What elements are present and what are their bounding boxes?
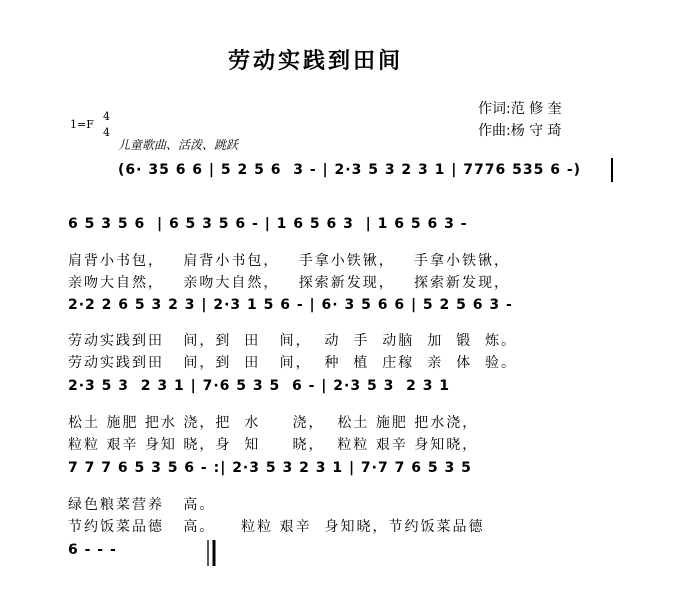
lyric-row-2-verse-2: 亲吻大自然， 亲吻大自然， 探索新发现， 探索新发现， xyxy=(68,275,511,291)
lyric-row-5-verse-2: 节约饭菜品德 高。 粒粒 艰辛 身知晓，节约饭菜品德 xyxy=(68,519,485,535)
lyric-row-4-verse-1: 松土 施肥 把水 浇，把 水 浇， 松土 施肥 把水浇， xyxy=(68,415,479,431)
style-note: 儿童歌曲、活泼、跳跃 xyxy=(118,138,239,152)
lyric-row-3-verse-1: 劳动实践到田 间，到 田 间， 动 手 动脑 加 锻 炼。 xyxy=(68,333,518,349)
notation-row-6: 6 - - - xyxy=(68,542,117,558)
composer-credit: 作曲:杨 守 琦 xyxy=(478,123,562,139)
lyric-row-4-verse-2: 粒粒 艰辛 身知 晓，身 知 晓， 粒粒 艰辛 身知晓， xyxy=(68,437,479,453)
notation-row-5: 7 7 7 6 5 3 5 6 - :| 2·3 5 3 2 3 1 | 7·7 7 6 5 3 5 xyxy=(68,460,472,476)
lyric-row-2-verse-1: 肩背小书包， 肩背小书包， 手拿小铁锹， 手拿小铁锹， xyxy=(68,253,511,269)
lyric-row-5-verse-1: 绿色粮菜营养 高。 xyxy=(68,497,216,513)
notation-row-4: 2·3 5 3 2 3 1 | 7·6 5 3 5 6 - | 2·3 5 3 2 3 1 xyxy=(68,378,451,394)
notation-row-2: 6 5 3 5 6 | 6 5 3 5 6 - | 1 6 5 6 3 | 1 6 5 6 3 - xyxy=(68,216,468,232)
time-signature-numerator: 4 xyxy=(103,110,110,123)
time-signature-denominator: 4 xyxy=(103,126,110,139)
lyricist-credit: 作词:范 修 奎 xyxy=(478,101,562,117)
notation-row-1: (6· 35 6 6 | 5 2 5 6 3 - | 2·3 5 3 2 3 1 | 7776 535 6 -) xyxy=(118,162,582,178)
key-signature: 1=F xyxy=(70,118,94,131)
notation-row-3: 2·2 2 6 5 3 2 3 | 2·3 1 5 6 - | 6· 3 5 6 6 | 5 2 5 6 3 - xyxy=(68,297,513,313)
lyric-row-3-verse-2: 劳动实践到田 间，到 田 间， 种 植 庄稼 亲 体 验。 xyxy=(68,355,518,371)
song-title: 劳动实践到田间 xyxy=(228,49,404,74)
